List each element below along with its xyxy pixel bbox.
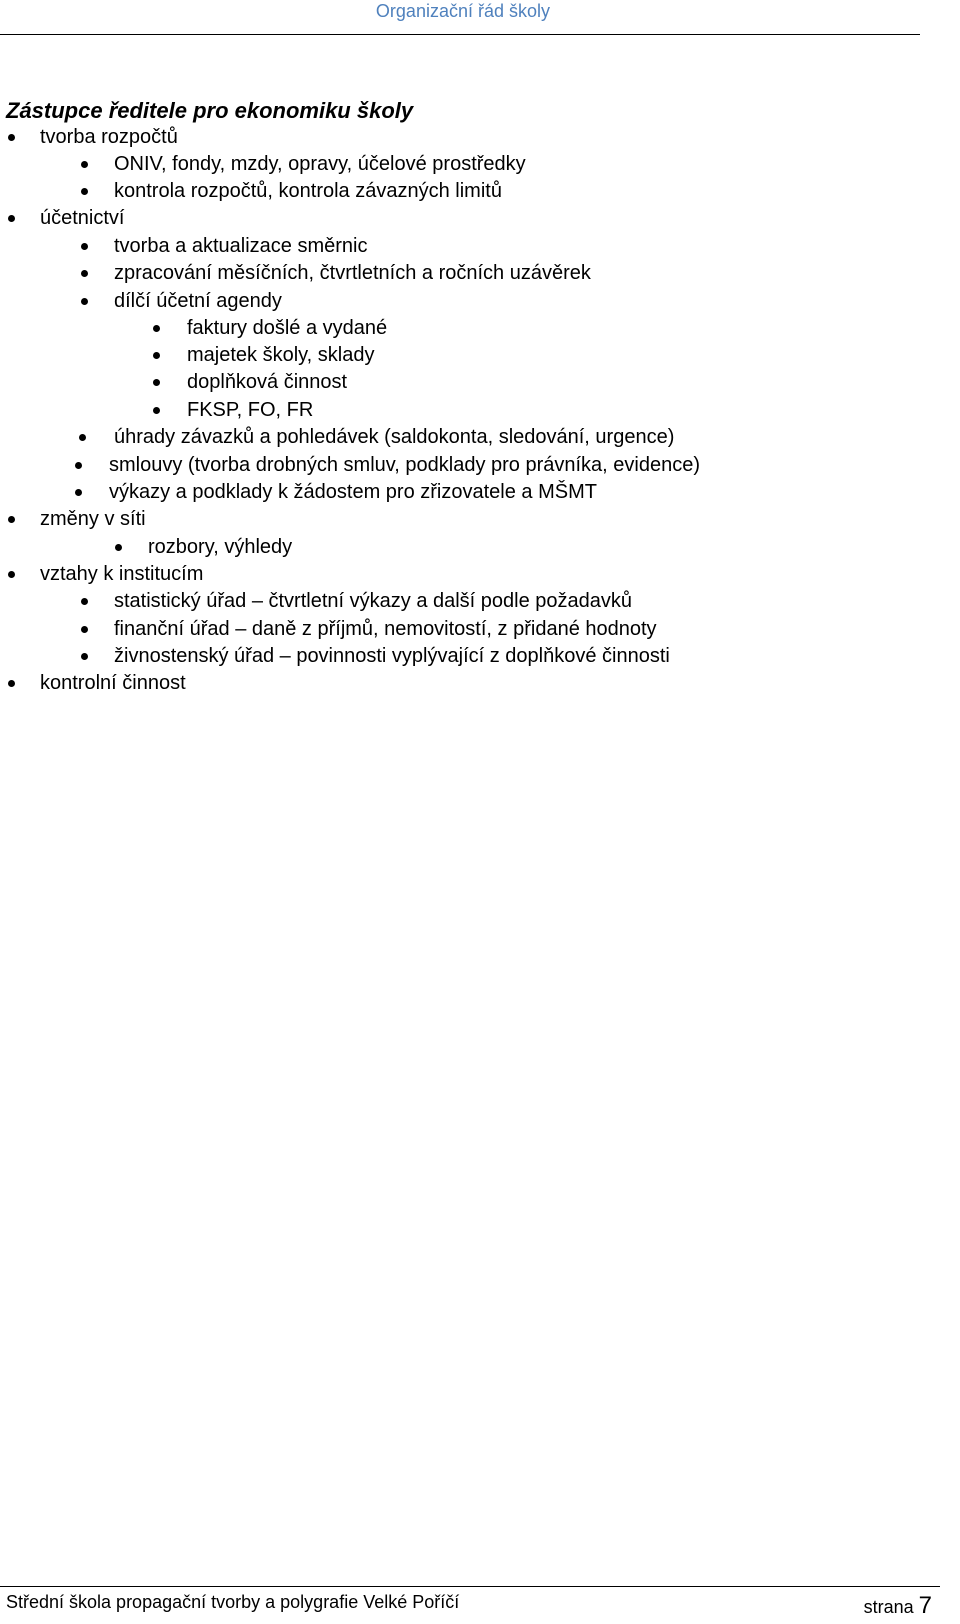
- bullet-icon: [75, 462, 82, 469]
- list-item-text: majetek školy, sklady: [187, 344, 375, 366]
- list-item-text: rozbory, výhledy: [148, 536, 293, 558]
- running-footer: [0, 1586, 940, 1623]
- running-header: [0, 0, 920, 35]
- bullet-icon: [81, 161, 88, 168]
- bullet-icon: [81, 626, 88, 633]
- document-title: Organizační řád školy: [375, 1, 550, 21]
- section-heading: Zástupce ředitele pro ekonomiku školy: [6, 98, 414, 123]
- list-item-text: živnostenský úřad – povinnosti vyplývající z doplňkové činnosti: [114, 645, 670, 667]
- bullet-icon: [8, 516, 15, 523]
- list-item-text: vztahy k institucím: [40, 563, 204, 585]
- bullet-icon: [79, 434, 86, 441]
- list-item-text: změny v síti: [40, 508, 146, 530]
- list-item-text: výkazy a podklady k žádostem pro zřizovatele a MŠMT: [109, 481, 597, 503]
- list-item-text: finanční úřad – daně z příjmů, nemovitostí, z přidané hodnoty: [114, 618, 657, 640]
- bullet-icon: [153, 379, 160, 386]
- list-item-text: zpracování měsíčních, čtvrtletních a ročních uzávěrek: [114, 262, 591, 284]
- list-item-text: faktury došlé a vydané: [187, 317, 388, 339]
- footer-page-label: strana: [863, 1597, 914, 1617]
- list-item-text: dílčí účetní agendy: [114, 290, 282, 312]
- list-item-text: doplňková činnost: [187, 371, 348, 393]
- bullet-icon: [153, 407, 160, 414]
- list-item-text: kontrola rozpočtů, kontrola závazných limitů: [114, 180, 502, 202]
- bullet-icon: [81, 188, 88, 195]
- list-item-text: tvorba rozpočtů: [40, 126, 178, 148]
- bullet-icon: [153, 325, 160, 332]
- bullet-icon: [8, 215, 15, 222]
- footer-page-info: [864, 1592, 932, 1620]
- bullet-icon: [81, 270, 88, 277]
- bullet-icon: [81, 598, 88, 605]
- list-item-text: tvorba a aktualizace směrnic: [114, 235, 368, 257]
- footer-page-number: 7: [918, 1592, 932, 1619]
- bullet-icon: [8, 680, 15, 687]
- bullet-icon: [8, 134, 15, 141]
- bullet-icon: [115, 544, 122, 551]
- bullet-icon: [81, 653, 88, 660]
- bullet-icon: [81, 243, 88, 250]
- bullet-icon: [153, 352, 160, 359]
- list-item-text: FKSP, FO, FR: [187, 399, 314, 421]
- bullet-icon: [8, 571, 15, 578]
- list-item-text: úhrady závazků a pohledávek (saldokonta, sledování, urgence): [114, 426, 675, 448]
- bullet-icon: [81, 298, 88, 305]
- list-item-text: ONIV, fondy, mzdy, opravy, účelové prostředky: [114, 153, 526, 175]
- list-item-text: statistický úřad – čtvrtletní výkazy a další podle požadavků: [114, 590, 633, 612]
- bullet-icon: [75, 489, 82, 496]
- list-item-text: účetnictví: [40, 207, 125, 229]
- list-item-text: kontrolní činnost: [40, 672, 186, 694]
- footer-school-name: Střední škola propagační tvorby a polygrafie Velké Poříčí: [6, 1592, 460, 1612]
- list-item-text: smlouvy (tvorba drobných smluv, podklady pro právníka, evidence): [109, 454, 701, 476]
